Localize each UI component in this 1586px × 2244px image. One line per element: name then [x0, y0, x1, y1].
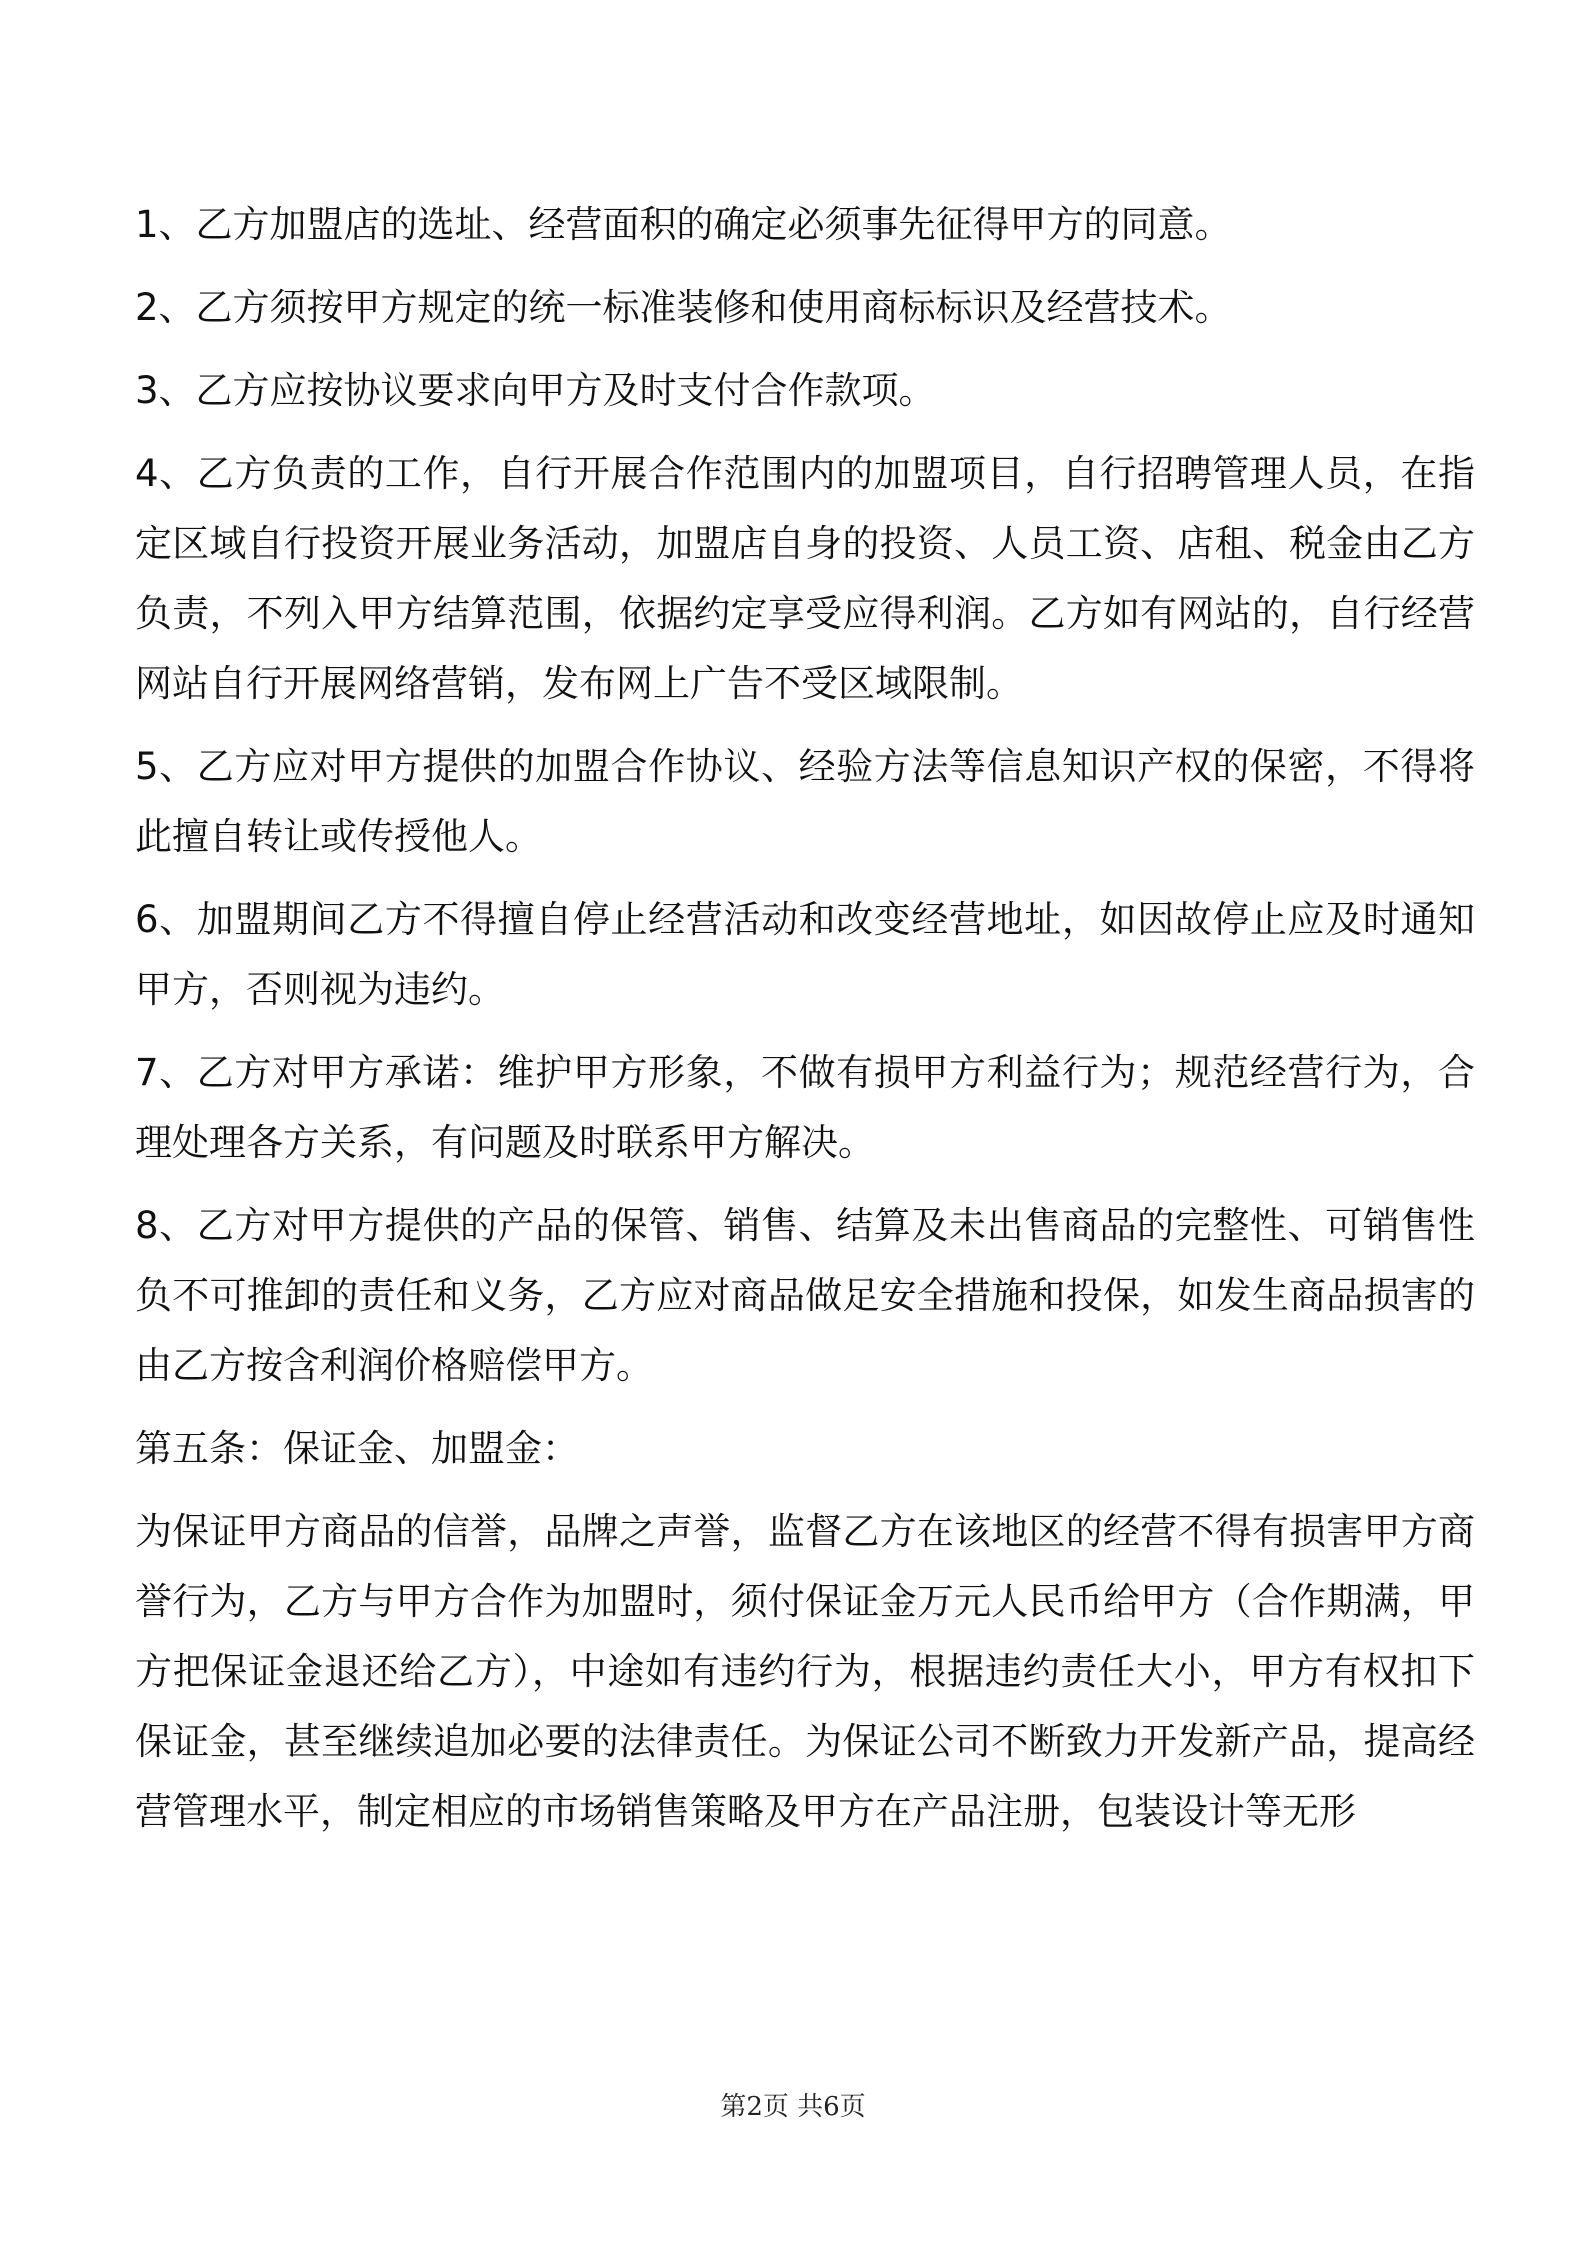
clause-1: 1、乙方加盟店的选址、经营面积的确定必须事先征得甲方的同意。: [135, 203, 1232, 246]
clause-6: 6、加盟期间乙方不得擅自停止经营活动和改变经营地址，如因故停止应及时通知甲方，否则视为违约。: [135, 898, 1475, 1011]
page-number-footer: 第2页 共6页: [720, 2092, 866, 2122]
clause-8: 8、乙方对甲方提供的产品的保管、销售、结算及未出售商品的完整性、可销售性负不可推卸的责任和义务，乙方应对商品做足安全措施和投保，如发生商品损害的由乙方按含利润价格赔偿甲方。: [135, 1204, 1475, 1387]
clause-2: 2、乙方须按甲方规定的统一标准装修和使用商标标识及经营技术。: [135, 286, 1232, 329]
clause-7: 7、乙方对甲方承诺：维护甲方形象，不做有损甲方利益行为；规范经营行为，合理处理各方关系，有问题及时联系甲方解决。: [135, 1051, 1475, 1164]
section-heading-article-5: 第五条：保证金、加盟金：: [135, 1427, 579, 1470]
article-5-body: 为保证甲方商品的信誉，品牌之声誉，监督乙方在该地区的经营不得有损害甲方商誉行为，乙方与甲方合作为加盟时，须付保证金万元人民币给甲方（合作期满，甲方把保证金退还给乙方），中途如有违约行为，根据违约责任大小，甲方有权扣下保证金，甚至继续追加必要的法律责任。为保证公司不断致力开发新产品，提高经营管理水平，制定相应的市场销售策略及甲方在产品注册，包装设计等无形: [135, 1510, 1475, 1833]
document-body: [135, 190, 1475, 1847]
clause-3: 3、乙方应按协议要求向甲方及时支付合作款项。: [135, 369, 936, 412]
clause-5: 5、乙方应对甲方提供的加盟合作协议、经验方法等信息知识产权的保密，不得将此擅自转让或传授他人。: [135, 745, 1475, 858]
clause-4: 4、乙方负责的工作，自行开展合作范围内的加盟项目，自行招聘管理人员，在指定区域自行投资开展业务活动，加盟店自身的投资、人员工资、店租、税金由乙方负责，不列入甲方结算范围，依据约定享受应得利润。乙方如有网站的，自行经营网站自行开展网络营销，发布网上广告不受区域限制。: [135, 452, 1475, 705]
